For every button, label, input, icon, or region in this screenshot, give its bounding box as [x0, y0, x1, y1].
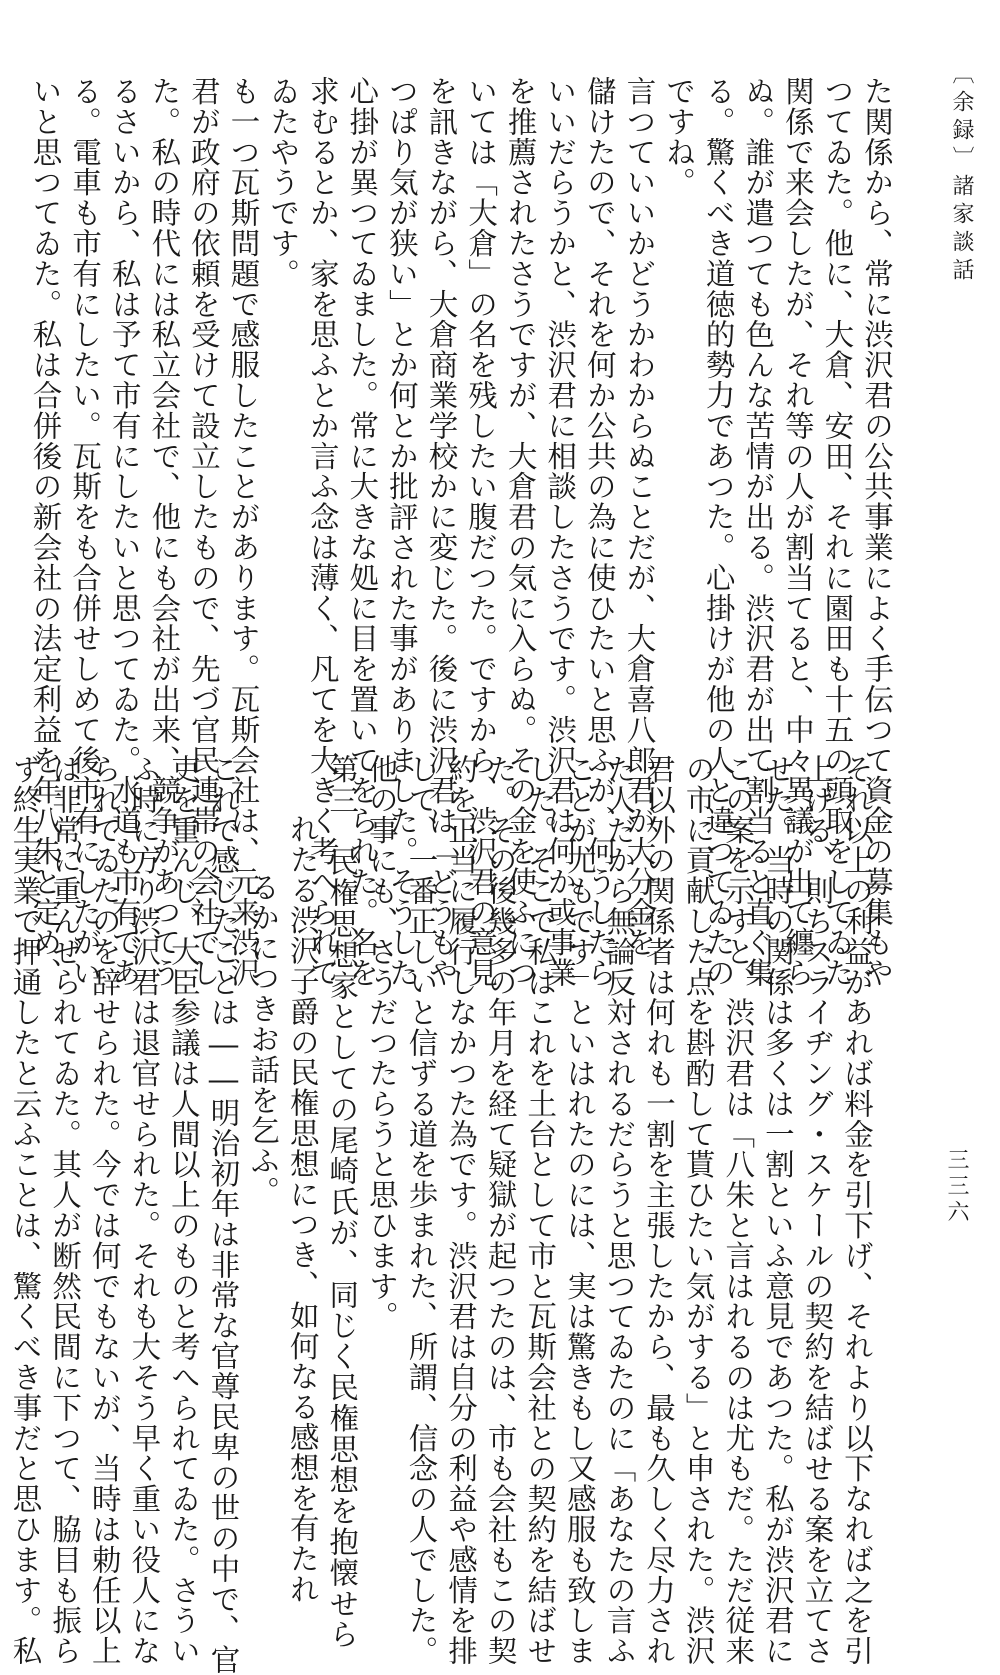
lower-text-block: [8, 754, 876, 1675]
text-column: 他の事にも、さうだつたらうと思ひます。: [364, 754, 399, 1332]
question-heading-continued: るかにつきお話を乞ふ。: [246, 872, 281, 1207]
text-column: この案を示すと、渋沢君は「八朱と言はれるのは尤もだ。ただ従来: [721, 754, 756, 1666]
text-column: 求むるとか、家を思ふとか言ふ念は薄く、凡てを大きく考へられて: [305, 76, 340, 988]
text-column: つぱり気が狭い」とか何とか批評された事がありました。そうした: [384, 76, 419, 988]
text-column: それ以上の利益があれば料金を引下げ、それより以下なれば之を引: [840, 754, 874, 1666]
text-column: 関係で来会したが、それ等の人が割当てると、中々異議が出て纏ら: [780, 76, 815, 988]
text-column: も一つ瓦斯問題で感服したことがあります。瓦斯会社は、元来渋沢: [226, 76, 261, 988]
text-column: を訊きながら、大倉商業学校かに変じた。後に渋沢君は「どうもや: [424, 76, 459, 988]
text-column: 君が政府の依頼を受けて設立したもので、先づ官民連帯の会社でし: [186, 76, 221, 988]
text-column: 約を正当に履行しなかつた為です。渋沢君は自分の利益や感情を排: [444, 754, 479, 1666]
text-column: ですね。: [662, 76, 697, 198]
text-column: ことが尤もです」といはれたのには、実は驚きもし又感服も致しま: [562, 754, 597, 1666]
text-column: ゐたやうです。: [266, 76, 301, 289]
text-column: 儲けたので、それを何か公共の為に使ひたいと思ふが、何うしたら: [582, 76, 617, 988]
text-column: つてゐた。他に、大倉、安田、それに園田も十五の頭取をしてゐた: [820, 76, 855, 988]
text-column: ふ時に方り渋沢君は退官せられた。それも大そう早く重い役人にな: [127, 754, 162, 1666]
text-column: せた。当時の関係は多くは一割といふ意見であつた。私が渋沢君に: [760, 754, 795, 1666]
text-column: る。驚くべき道徳的勢力であつた。心掛けが他の人と違つてゐたの: [701, 76, 736, 988]
page-number: 三三六: [944, 1148, 969, 1226]
upper-text-block: [28, 76, 896, 988]
text-column: いては「大倉」の名を残したい腹だつた。ですから、渋沢君の意見: [464, 76, 499, 988]
text-column: 言つていいかどうかわからぬことだが、大倉喜八郎君が大分金を: [622, 76, 657, 958]
text-column: を推薦されたさうですが、大倉君の気に入らぬ。その金を使ふにつ: [503, 76, 538, 988]
text-column: 君以外の関係者は何れも一割を主張したから、最も久しく尽力され: [642, 754, 677, 1666]
text-column: いと思つてゐた。私は合併後の新会社の法定利益を年八朱と定め、: [28, 76, 63, 988]
text-column: は非常に重んぜられてゐた。其人が断然民間に下つて、脇目も振ら: [48, 754, 83, 1666]
text-column: るさいから、私は予て市有にしたいと思つてゐた。水道も市有であ: [107, 76, 142, 988]
text-column: して、一番正しいと信ずる道を歩まれた、所謂、信念の人でした。: [404, 754, 439, 1666]
text-column: 心掛が異つてゐました。常に大きな処に目を置いてをられた。名を: [345, 76, 380, 988]
text-column: 上げる、則ちスライヂング・スケールの契約を結ばせる案を立てさ: [800, 754, 835, 1666]
text-column: る。電車も市有にしたい。瓦斯をも合併せしめて後市有にしたがい: [68, 76, 103, 988]
running-header: 〔余録〕諸家談話: [949, 62, 974, 286]
text-column: た。私の時代には私立会社で、他にも会社が出来、競争があつてう: [147, 76, 182, 988]
text-column: いいだらうかと、渋沢君に相談したさうです。渋沢君は何か或事業: [543, 76, 578, 988]
question-heading: 第三 民権思想家としての尾崎氏が、同じく民権思想を抱懐せら: [325, 754, 360, 1651]
text-column: た人だから無論反対されるだらうと思つてゐたのに「あなたの言ふ: [602, 754, 637, 1666]
text-column: ず終生実業で押通したと云ふことは、驚くべき事だと思ひます。私: [8, 754, 43, 1666]
text-column: ぬ。誰が遣つても色んな苦情が出る。渋沢君が出て割当ると直ぐ集: [741, 76, 776, 988]
text-column: の市に貢献した点を斟酌して貰ひたい気がする」と申された。渋沢: [681, 754, 716, 1666]
question-heading-continued: れたる渋沢子爵の民権思想につき、如何なる感想を有たれ: [285, 814, 320, 1605]
text-column: これで感じたことは――明治初年は非常な官尊民卑の世の中で、官: [206, 754, 241, 1675]
text-column: した。そこで私はこれを土台として市と瓦斯会社との契約を結ばせ: [523, 754, 558, 1666]
text-column: た。その後幾多の年月を経て疑獄が起つたのは、市も会社もこの契: [483, 754, 518, 1666]
text-column: た関係から、常に渋沢君の公共事業によく手伝つて資金の募集もや: [860, 76, 894, 988]
text-column: られてゐたのを辞せられた。今では何でもないが、当時は勅任以上: [87, 754, 122, 1666]
text-column: 吏を重んじ、大臣参議は人間以上のものと考へられてゐた。さうい: [166, 754, 201, 1666]
